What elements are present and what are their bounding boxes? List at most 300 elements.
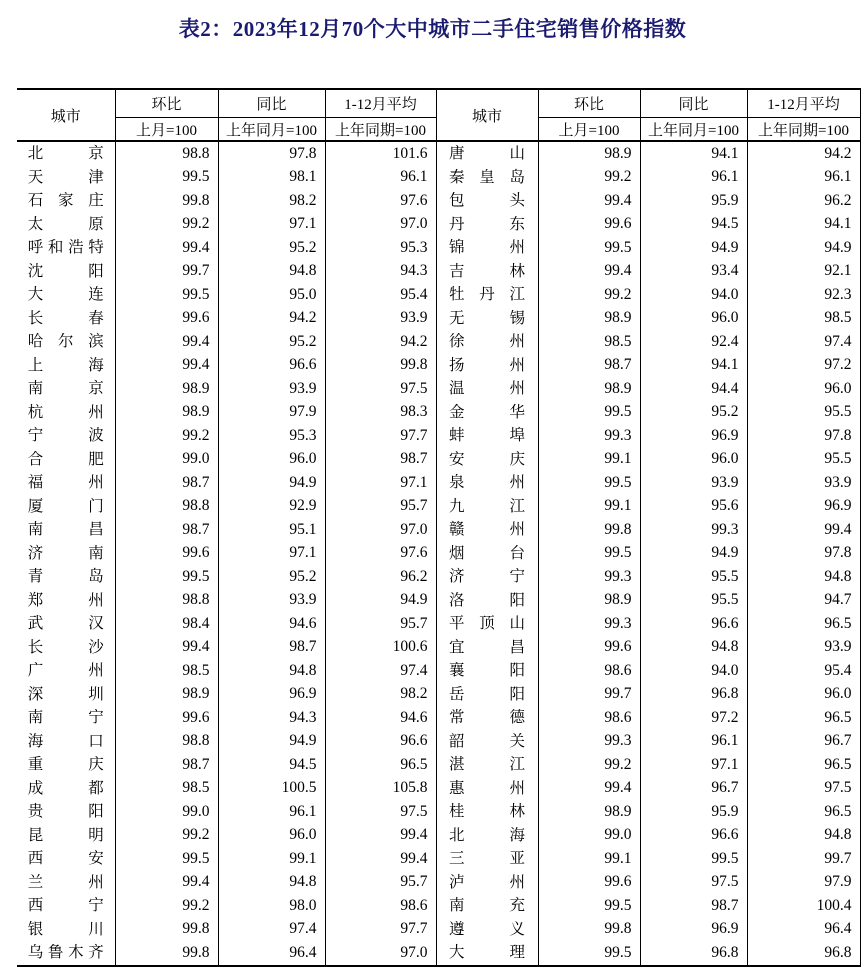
avg-value: 97.8 — [747, 542, 860, 566]
yoy-value: 94.0 — [640, 283, 747, 307]
avg-value: 94.6 — [325, 706, 436, 730]
table-row — [17, 260, 860, 284]
table-row — [17, 542, 860, 566]
city-name: 长 沙 — [17, 636, 115, 660]
mom-value: 99.5 — [115, 283, 218, 307]
avg-value: 94.9 — [325, 589, 436, 613]
city-name: 西 宁 — [17, 894, 115, 918]
yoy-value: 92.9 — [218, 495, 325, 519]
city-name: 上 海 — [17, 354, 115, 378]
yoy-base-header: 上年同月=100 — [218, 118, 325, 142]
avg-value: 92.1 — [747, 260, 860, 284]
yoy-value: 95.6 — [640, 495, 747, 519]
city-name: 哈 尔 滨 — [17, 330, 115, 354]
avg-value: 97.5 — [325, 377, 436, 401]
yoy-value: 94.9 — [218, 730, 325, 754]
mom-value: 99.2 — [115, 213, 218, 237]
city-name: 南 宁 — [17, 706, 115, 730]
city-name: 宁 波 — [17, 424, 115, 448]
yoy-value: 93.4 — [640, 260, 747, 284]
city-name: 太 原 — [17, 213, 115, 237]
yoy-value: 96.4 — [218, 941, 325, 966]
yoy-value: 94.5 — [218, 753, 325, 777]
mom-column-header: 环比 — [115, 89, 218, 118]
avg-value: 96.2 — [325, 565, 436, 589]
yoy-base-header: 上年同月=100 — [640, 118, 747, 142]
yoy-value: 94.3 — [218, 706, 325, 730]
yoy-value: 96.1 — [218, 800, 325, 824]
avg-value: 96.5 — [747, 753, 860, 777]
yoy-value: 94.6 — [218, 612, 325, 636]
yoy-value: 96.9 — [640, 918, 747, 942]
yoy-value: 94.4 — [640, 377, 747, 401]
avg-value: 96.4 — [747, 918, 860, 942]
avg-value: 96.2 — [747, 189, 860, 213]
city-name: 牡 丹 江 — [436, 283, 538, 307]
mom-value: 99.8 — [115, 918, 218, 942]
yoy-value: 99.1 — [218, 847, 325, 871]
mom-value: 99.4 — [115, 636, 218, 660]
table-row — [17, 330, 860, 354]
table-row — [17, 377, 860, 401]
city-name: 丹 东 — [436, 213, 538, 237]
mom-value: 99.6 — [538, 213, 640, 237]
yoy-value: 97.1 — [218, 542, 325, 566]
city-name: 长 春 — [17, 307, 115, 331]
yoy-value: 95.2 — [218, 330, 325, 354]
yoy-value: 96.8 — [640, 683, 747, 707]
mom-value: 99.5 — [538, 894, 640, 918]
city-name: 岳 阳 — [436, 683, 538, 707]
city-name: 安 庆 — [436, 448, 538, 472]
avg-value: 99.4 — [325, 824, 436, 848]
table-row — [17, 189, 860, 213]
city-name: 沈 阳 — [17, 260, 115, 284]
yoy-value: 92.4 — [640, 330, 747, 354]
mom-value: 99.5 — [538, 236, 640, 260]
yoy-value: 99.3 — [640, 518, 747, 542]
yoy-value: 94.0 — [640, 659, 747, 683]
avg-value: 100.6 — [325, 636, 436, 660]
yoy-value: 99.5 — [640, 847, 747, 871]
avg-value: 98.6 — [325, 894, 436, 918]
avg-value: 99.7 — [747, 847, 860, 871]
city-name: 唐 山 — [436, 141, 538, 166]
yoy-value: 96.6 — [218, 354, 325, 378]
mom-value: 98.4 — [115, 612, 218, 636]
table-row — [17, 166, 860, 190]
avg-value: 97.9 — [747, 871, 860, 895]
avg-value: 97.4 — [325, 659, 436, 683]
table-row — [17, 894, 860, 918]
yoy-value: 100.5 — [218, 777, 325, 801]
header-row-labels — [17, 89, 860, 118]
table-row — [17, 941, 860, 966]
mom-value: 99.5 — [538, 941, 640, 966]
table-row — [17, 236, 860, 260]
city-name: 郑 州 — [17, 589, 115, 613]
table-row — [17, 706, 860, 730]
mom-value: 99.6 — [538, 636, 640, 660]
city-name: 广 州 — [17, 659, 115, 683]
city-name: 南 昌 — [17, 518, 115, 542]
table-row — [17, 283, 860, 307]
mom-value: 99.5 — [538, 471, 640, 495]
avg-value: 101.6 — [325, 141, 436, 166]
mom-value: 99.4 — [115, 236, 218, 260]
yoy-value: 95.9 — [640, 189, 747, 213]
city-name: 泉 州 — [436, 471, 538, 495]
city-name: 银 川 — [17, 918, 115, 942]
city-column-header: 城市 — [436, 89, 538, 141]
avg-value: 97.5 — [325, 800, 436, 824]
table-row — [17, 636, 860, 660]
city-name: 大 理 — [436, 941, 538, 966]
mom-value: 99.4 — [115, 330, 218, 354]
avg-value: 97.1 — [325, 471, 436, 495]
yoy-value: 95.0 — [218, 283, 325, 307]
mom-value: 98.9 — [115, 401, 218, 425]
city-name: 常 德 — [436, 706, 538, 730]
city-name: 蚌 埠 — [436, 424, 538, 448]
table-row — [17, 683, 860, 707]
avg-value: 97.2 — [747, 354, 860, 378]
page-title: 表2：2023年12月70个大中城市二手住宅销售价格指数 — [178, 17, 687, 41]
avg-value: 98.7 — [325, 448, 436, 472]
avg-value: 96.1 — [325, 166, 436, 190]
mom-value: 98.7 — [115, 471, 218, 495]
mom-value: 99.8 — [115, 941, 218, 966]
table-row — [17, 141, 860, 166]
yoy-value: 96.1 — [640, 730, 747, 754]
avg-value: 99.8 — [325, 354, 436, 378]
avg-value: 96.6 — [325, 730, 436, 754]
city-name: 南 京 — [17, 377, 115, 401]
mom-value: 99.4 — [538, 260, 640, 284]
city-name: 厦 门 — [17, 495, 115, 519]
mom-value: 99.1 — [538, 495, 640, 519]
mom-value: 98.8 — [115, 730, 218, 754]
yoy-value: 96.6 — [640, 824, 747, 848]
yoy-value: 96.0 — [640, 448, 747, 472]
city-name: 北 京 — [17, 141, 115, 166]
mom-value: 98.5 — [115, 777, 218, 801]
yoy-value: 94.2 — [218, 307, 325, 331]
yoy-value: 98.0 — [218, 894, 325, 918]
table-row — [17, 871, 860, 895]
table-row — [17, 307, 860, 331]
table-header — [17, 89, 860, 141]
city-name: 无 锡 — [436, 307, 538, 331]
avg-value: 96.9 — [747, 495, 860, 519]
mom-value: 99.2 — [115, 424, 218, 448]
yoy-value: 96.7 — [640, 777, 747, 801]
city-name: 大 连 — [17, 283, 115, 307]
mom-value: 98.6 — [538, 659, 640, 683]
yoy-column-header: 同比 — [218, 89, 325, 118]
mom-value: 98.9 — [538, 589, 640, 613]
mom-value: 99.3 — [538, 565, 640, 589]
city-name: 海 口 — [17, 730, 115, 754]
yoy-value: 94.1 — [640, 354, 747, 378]
avg-value: 97.6 — [325, 189, 436, 213]
mom-value: 99.8 — [538, 918, 640, 942]
city-name: 桂 林 — [436, 800, 538, 824]
mom-value: 99.6 — [115, 542, 218, 566]
city-name: 乌 鲁 木 齐 — [17, 941, 115, 966]
table-row — [17, 918, 860, 942]
mom-value: 98.5 — [538, 330, 640, 354]
mom-value: 98.6 — [538, 706, 640, 730]
mom-value: 99.7 — [538, 683, 640, 707]
city-name: 成 都 — [17, 777, 115, 801]
table-row — [17, 824, 860, 848]
mom-value: 99.0 — [115, 448, 218, 472]
avg-value: 95.7 — [325, 612, 436, 636]
table-row — [17, 800, 860, 824]
city-name: 武 汉 — [17, 612, 115, 636]
mom-value: 98.9 — [115, 377, 218, 401]
table-row — [17, 589, 860, 613]
mom-value: 99.2 — [538, 283, 640, 307]
city-name: 福 州 — [17, 471, 115, 495]
yoy-value: 97.1 — [218, 213, 325, 237]
avg-value: 94.1 — [747, 213, 860, 237]
mom-value: 98.9 — [538, 800, 640, 824]
table-row — [17, 213, 860, 237]
mom-value: 99.3 — [538, 612, 640, 636]
yoy-value: 94.9 — [218, 471, 325, 495]
avg-value: 96.0 — [747, 683, 860, 707]
yoy-value: 95.5 — [640, 565, 747, 589]
avg-value: 98.5 — [747, 307, 860, 331]
avg-value: 97.0 — [325, 941, 436, 966]
avg-value: 92.3 — [747, 283, 860, 307]
mom-value: 99.5 — [538, 542, 640, 566]
yoy-column-header: 同比 — [640, 89, 747, 118]
yoy-value: 95.2 — [218, 565, 325, 589]
avg-value: 99.4 — [747, 518, 860, 542]
yoy-value: 96.9 — [218, 683, 325, 707]
avg-value: 93.9 — [747, 471, 860, 495]
avg-value: 98.3 — [325, 401, 436, 425]
table-row — [17, 471, 860, 495]
avg-value: 97.7 — [325, 918, 436, 942]
avg-value: 96.8 — [747, 941, 860, 966]
city-name: 温 州 — [436, 377, 538, 401]
city-name: 徐 州 — [436, 330, 538, 354]
avg-value: 94.3 — [325, 260, 436, 284]
city-name: 洛 阳 — [436, 589, 538, 613]
city-column-header: 城市 — [17, 89, 115, 141]
yoy-value: 97.1 — [640, 753, 747, 777]
mom-value: 99.1 — [538, 847, 640, 871]
avg-value: 97.4 — [747, 330, 860, 354]
avg-value: 96.5 — [747, 800, 860, 824]
mom-column-header: 环比 — [538, 89, 640, 118]
city-name: 杭 州 — [17, 401, 115, 425]
yoy-value: 94.8 — [218, 871, 325, 895]
avg-value: 95.7 — [325, 495, 436, 519]
avg-value: 96.0 — [747, 377, 860, 401]
avg-value: 99.4 — [325, 847, 436, 871]
yoy-value: 93.9 — [218, 377, 325, 401]
yoy-value: 97.8 — [218, 141, 325, 166]
avg-value: 95.4 — [747, 659, 860, 683]
mom-base-header: 上月=100 — [115, 118, 218, 142]
price-index-table — [17, 88, 861, 967]
yoy-value: 96.0 — [218, 824, 325, 848]
city-name: 烟 台 — [436, 542, 538, 566]
avg-value: 95.5 — [747, 401, 860, 425]
city-name: 包 头 — [436, 189, 538, 213]
mom-value: 99.6 — [115, 706, 218, 730]
mom-value: 99.5 — [115, 166, 218, 190]
avg-value: 94.8 — [747, 565, 860, 589]
avg-value: 96.7 — [747, 730, 860, 754]
city-name: 秦 皇 岛 — [436, 166, 538, 190]
yoy-value: 95.5 — [640, 589, 747, 613]
city-name: 贵 阳 — [17, 800, 115, 824]
avg-value: 96.5 — [325, 753, 436, 777]
table-row — [17, 565, 860, 589]
yoy-value: 94.5 — [640, 213, 747, 237]
yoy-value: 94.1 — [640, 141, 747, 166]
mom-value: 99.4 — [115, 871, 218, 895]
table-row — [17, 495, 860, 519]
yoy-value: 94.8 — [218, 260, 325, 284]
yoy-value: 95.2 — [218, 236, 325, 260]
mom-value: 99.6 — [115, 307, 218, 331]
city-name: 合 肥 — [17, 448, 115, 472]
table-row — [17, 424, 860, 448]
mom-value: 99.5 — [115, 847, 218, 871]
mom-base-header: 上月=100 — [538, 118, 640, 142]
mom-value: 99.4 — [538, 777, 640, 801]
yoy-value: 98.7 — [218, 636, 325, 660]
mom-value: 99.0 — [538, 824, 640, 848]
yoy-value: 95.1 — [218, 518, 325, 542]
avg-column-header: 1-12月平均 — [325, 89, 436, 118]
avg-value: 93.9 — [325, 307, 436, 331]
mom-value: 98.9 — [538, 377, 640, 401]
table-row — [17, 659, 860, 683]
mom-value: 98.7 — [115, 753, 218, 777]
table-row — [17, 753, 860, 777]
yoy-value: 96.0 — [640, 307, 747, 331]
table-row — [17, 448, 860, 472]
mom-value: 99.5 — [115, 565, 218, 589]
avg-value: 97.0 — [325, 213, 436, 237]
avg-column-header: 1-12月平均 — [747, 89, 860, 118]
yoy-value: 98.2 — [218, 189, 325, 213]
city-name: 九 江 — [436, 495, 538, 519]
table-row — [17, 401, 860, 425]
mom-value: 99.6 — [538, 871, 640, 895]
city-name: 宜 昌 — [436, 636, 538, 660]
city-name: 天 津 — [17, 166, 115, 190]
mom-value: 99.8 — [538, 518, 640, 542]
city-name: 襄 阳 — [436, 659, 538, 683]
avg-value: 94.9 — [747, 236, 860, 260]
avg-value: 96.1 — [747, 166, 860, 190]
yoy-value: 97.2 — [640, 706, 747, 730]
avg-value: 94.7 — [747, 589, 860, 613]
mom-value: 99.2 — [115, 824, 218, 848]
city-name: 济 南 — [17, 542, 115, 566]
avg-value: 94.8 — [747, 824, 860, 848]
yoy-value: 93.9 — [640, 471, 747, 495]
table-row — [17, 847, 860, 871]
yoy-value: 94.9 — [640, 236, 747, 260]
mom-value: 98.9 — [538, 307, 640, 331]
city-name: 南 充 — [436, 894, 538, 918]
yoy-value: 98.1 — [218, 166, 325, 190]
mom-value: 99.1 — [538, 448, 640, 472]
mom-value: 99.2 — [538, 753, 640, 777]
avg-value: 105.8 — [325, 777, 436, 801]
city-name: 石 家 庄 — [17, 189, 115, 213]
table-row — [17, 730, 860, 754]
mom-value: 98.9 — [115, 683, 218, 707]
mom-value: 99.3 — [538, 424, 640, 448]
mom-value: 98.7 — [115, 518, 218, 542]
avg-value: 96.5 — [747, 612, 860, 636]
city-name: 济 宁 — [436, 565, 538, 589]
yoy-value: 95.2 — [640, 401, 747, 425]
city-name: 湛 江 — [436, 753, 538, 777]
mom-value: 99.4 — [538, 189, 640, 213]
avg-base-header: 上年同期=100 — [747, 118, 860, 142]
mom-value: 99.2 — [538, 166, 640, 190]
city-name: 呼 和 浩 特 — [17, 236, 115, 260]
city-name: 吉 林 — [436, 260, 538, 284]
yoy-value: 93.9 — [218, 589, 325, 613]
city-name: 锦 州 — [436, 236, 538, 260]
city-name: 赣 州 — [436, 518, 538, 542]
city-name: 西 安 — [17, 847, 115, 871]
yoy-value: 94.8 — [640, 636, 747, 660]
city-name: 泸 州 — [436, 871, 538, 895]
avg-value: 95.3 — [325, 236, 436, 260]
avg-value: 97.7 — [325, 424, 436, 448]
avg-value: 97.6 — [325, 542, 436, 566]
avg-value: 94.2 — [325, 330, 436, 354]
yoy-value: 97.9 — [218, 401, 325, 425]
city-name: 遵 义 — [436, 918, 538, 942]
avg-value: 97.8 — [747, 424, 860, 448]
yoy-value: 95.3 — [218, 424, 325, 448]
yoy-value: 96.8 — [640, 941, 747, 966]
city-name: 青 岛 — [17, 565, 115, 589]
table-row — [17, 354, 860, 378]
city-name: 昆 明 — [17, 824, 115, 848]
avg-value: 97.5 — [747, 777, 860, 801]
avg-value: 96.5 — [747, 706, 860, 730]
avg-value: 100.4 — [747, 894, 860, 918]
table-row — [17, 777, 860, 801]
mom-value: 99.0 — [115, 800, 218, 824]
mom-value: 98.7 — [538, 354, 640, 378]
table-row — [17, 612, 860, 636]
city-name: 扬 州 — [436, 354, 538, 378]
avg-base-header: 上年同期=100 — [325, 118, 436, 142]
mom-value: 99.3 — [538, 730, 640, 754]
city-name: 惠 州 — [436, 777, 538, 801]
yoy-value: 98.7 — [640, 894, 747, 918]
table-row — [17, 518, 860, 542]
avg-value: 95.7 — [325, 871, 436, 895]
